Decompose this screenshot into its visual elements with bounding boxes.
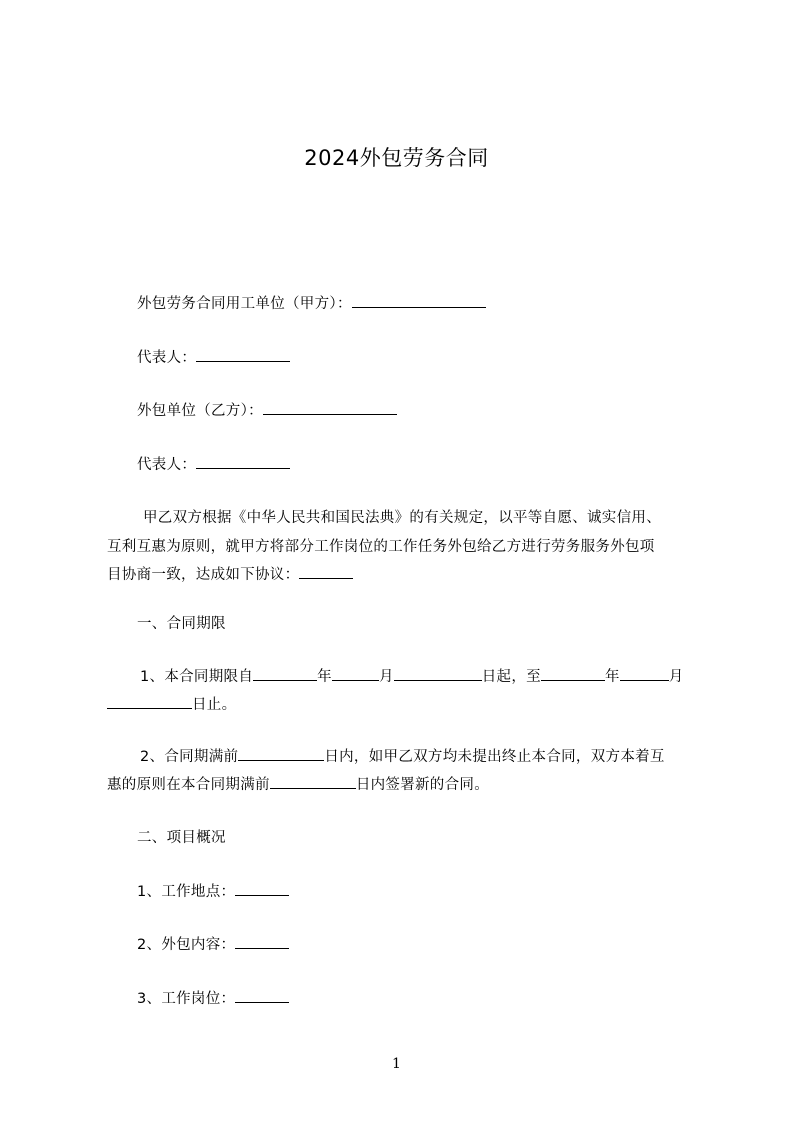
party-b-label: 外包单位（乙方）：	[137, 403, 263, 419]
month-label: 月	[378, 669, 394, 685]
end-day-blank	[107, 696, 192, 709]
section-1-heading: 一、合同期限	[137, 616, 226, 632]
party-a-line	[137, 292, 486, 313]
end-year-blank	[541, 668, 605, 681]
party-b-line	[137, 399, 397, 420]
intro-blank	[299, 566, 353, 579]
clause-1-line-2	[107, 693, 236, 714]
outsource-content-label: 2、外包内容：	[137, 937, 236, 953]
clause-2-end: 日内签署新的合同。	[355, 777, 490, 793]
intro-line-2: 互利互惠为原则，就甲方将部分工作岗位的工作任务外包给乙方进行劳务服务外包项	[107, 539, 655, 555]
intro-line-1: 甲乙双方根据《中华人民共和国民法典》的有关规定，以平等自愿、诚实信用、	[143, 510, 661, 526]
end-month-blank	[620, 668, 669, 681]
outsource-content-blank	[235, 936, 289, 949]
work-position-line	[137, 987, 289, 1008]
rep-a-label: 代表人：	[137, 350, 197, 366]
party-a-blank	[352, 295, 486, 308]
month2-label: 月	[668, 669, 684, 685]
clause-1-line-1	[140, 665, 684, 686]
rep-b-blank	[196, 456, 290, 469]
clause-1-end: 日止。	[192, 697, 237, 713]
start-month-blank	[332, 668, 379, 681]
party-b-blank	[263, 402, 397, 415]
start-day-blank	[394, 668, 482, 681]
party-a-label: 外包劳务合同用工单位（甲方）：	[137, 296, 352, 312]
rep-b-label: 代表人：	[137, 457, 197, 473]
section-2-heading: 二、项目概况	[137, 830, 226, 846]
clause-1-prefix: 1、本合同期限自	[140, 669, 254, 685]
document-title: 2024外包劳务合同	[304, 146, 489, 170]
rep-b-line	[137, 453, 290, 474]
clause-2-line-1	[140, 745, 665, 766]
outsource-content-line	[137, 933, 289, 954]
intro-line-3	[107, 563, 353, 584]
rep-a-blank	[196, 349, 290, 362]
year2-label: 年	[604, 669, 620, 685]
rep-a-line	[137, 346, 290, 367]
work-location-blank	[235, 883, 289, 896]
clause-2-line2-prefix: 惠的原则在本合同期满前	[107, 777, 270, 793]
work-position-label: 3、工作岗位：	[137, 991, 236, 1007]
clause-2-prefix: 2、合同期满前	[140, 749, 239, 765]
day-from-label: 日起，至	[481, 669, 541, 685]
work-location-line	[137, 880, 289, 901]
clause-2-mid: 日内，如甲乙双方均未提出终止本合同，双方本着互	[324, 749, 665, 765]
work-location-label: 1、工作地点：	[137, 884, 236, 900]
days-before-blank	[238, 748, 324, 761]
intro-line-3-text: 目协商一致，达成如下协议：	[107, 567, 300, 583]
work-position-blank	[235, 990, 289, 1003]
year-label: 年	[317, 669, 332, 685]
renew-days-blank	[270, 776, 356, 789]
start-year-blank	[253, 668, 317, 681]
clause-2-line-2	[107, 773, 489, 794]
page-number: 1	[392, 1056, 401, 1072]
